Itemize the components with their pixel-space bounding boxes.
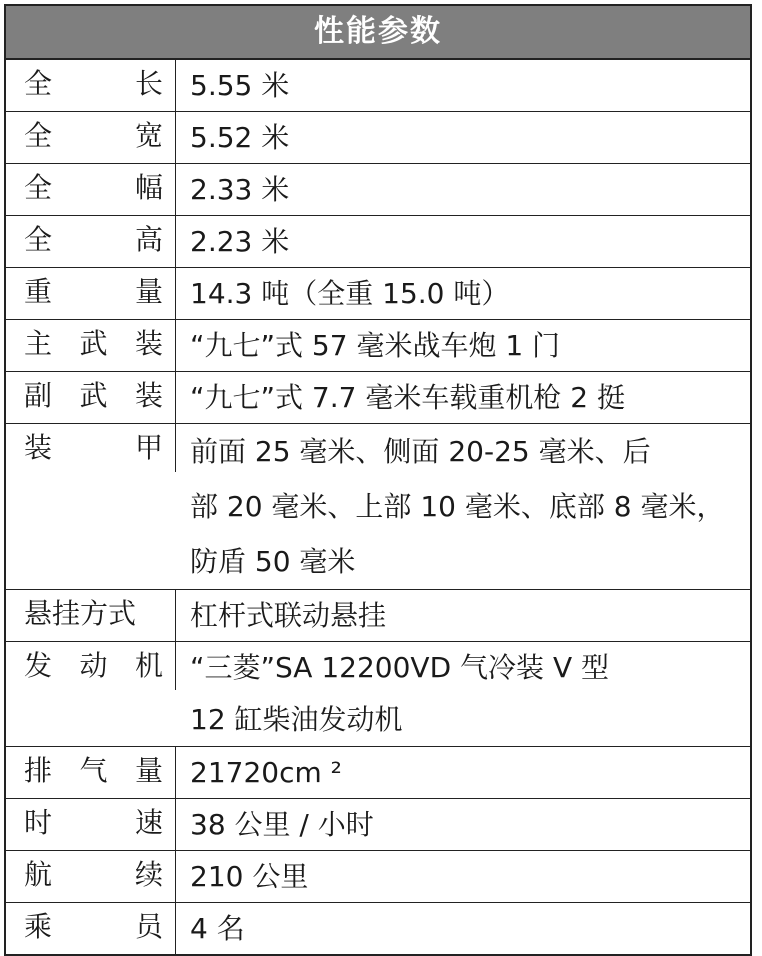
row-value: 4 名: [190, 912, 245, 945]
table-row: [6, 590, 750, 642]
row-label: 全 幅: [6, 164, 176, 215]
table-row: [6, 112, 750, 164]
row-label: 全 高: [6, 216, 176, 267]
table-row: [6, 320, 750, 372]
table-row: [6, 60, 750, 112]
row-label: 全 宽: [6, 112, 176, 163]
spec-table: [4, 4, 752, 956]
row-label: 排 气 量: [6, 747, 176, 798]
row-value: 38 公里 / 小时: [190, 808, 374, 841]
row-label: 副 武 装: [6, 372, 176, 423]
table-row: [6, 268, 750, 320]
table-row: [6, 747, 750, 799]
row-label: 主 武 装: [6, 320, 176, 371]
row-label: 乘 员: [6, 903, 176, 954]
row-label: 发 动 机: [6, 642, 176, 690]
row-label: 重 量: [6, 268, 176, 319]
row-label: 装 甲: [6, 424, 176, 472]
row-label: 时 速: [6, 799, 176, 850]
table-title: 性能参数: [6, 6, 750, 60]
row-label: 悬挂方式: [6, 590, 176, 641]
table-row: [6, 799, 750, 851]
row-value: 5.55 米: [190, 69, 290, 102]
row-value: 杠杆式联动悬挂: [190, 599, 387, 632]
row-value: 2.23 米: [190, 225, 290, 258]
row-label: 全 长: [6, 60, 176, 111]
row-value: 前面 25 毫米、侧面 20-25 毫米、后 部 20 毫米、上部 10 毫米、底部 8 毫米， 防盾 50 毫米: [190, 435, 725, 578]
table-row: [6, 851, 750, 903]
row-label: 航 续: [6, 851, 176, 902]
row-value: 14.3 吨（全重 15.0 吨）: [190, 277, 510, 310]
row-value: 5.52 米: [190, 121, 290, 154]
row-value: 21720cm ²: [190, 756, 342, 789]
table-row: [6, 372, 750, 424]
row-value: “九七”式 57 毫米战车炮 1 门: [190, 329, 561, 362]
table-row: [6, 216, 750, 268]
row-value: “三菱”SA 12200VD 气冷装 V 型 12 缸柴油发动机: [190, 651, 610, 736]
table-row: [6, 903, 750, 954]
row-value: 2.33 米: [190, 173, 290, 206]
row-value: “九七”式 7.7 毫米车载重机枪 2 挺: [190, 381, 625, 414]
table-row: [6, 164, 750, 216]
table-row: [6, 642, 750, 747]
row-value: 210 公里: [190, 860, 309, 893]
table-row: [6, 424, 750, 590]
